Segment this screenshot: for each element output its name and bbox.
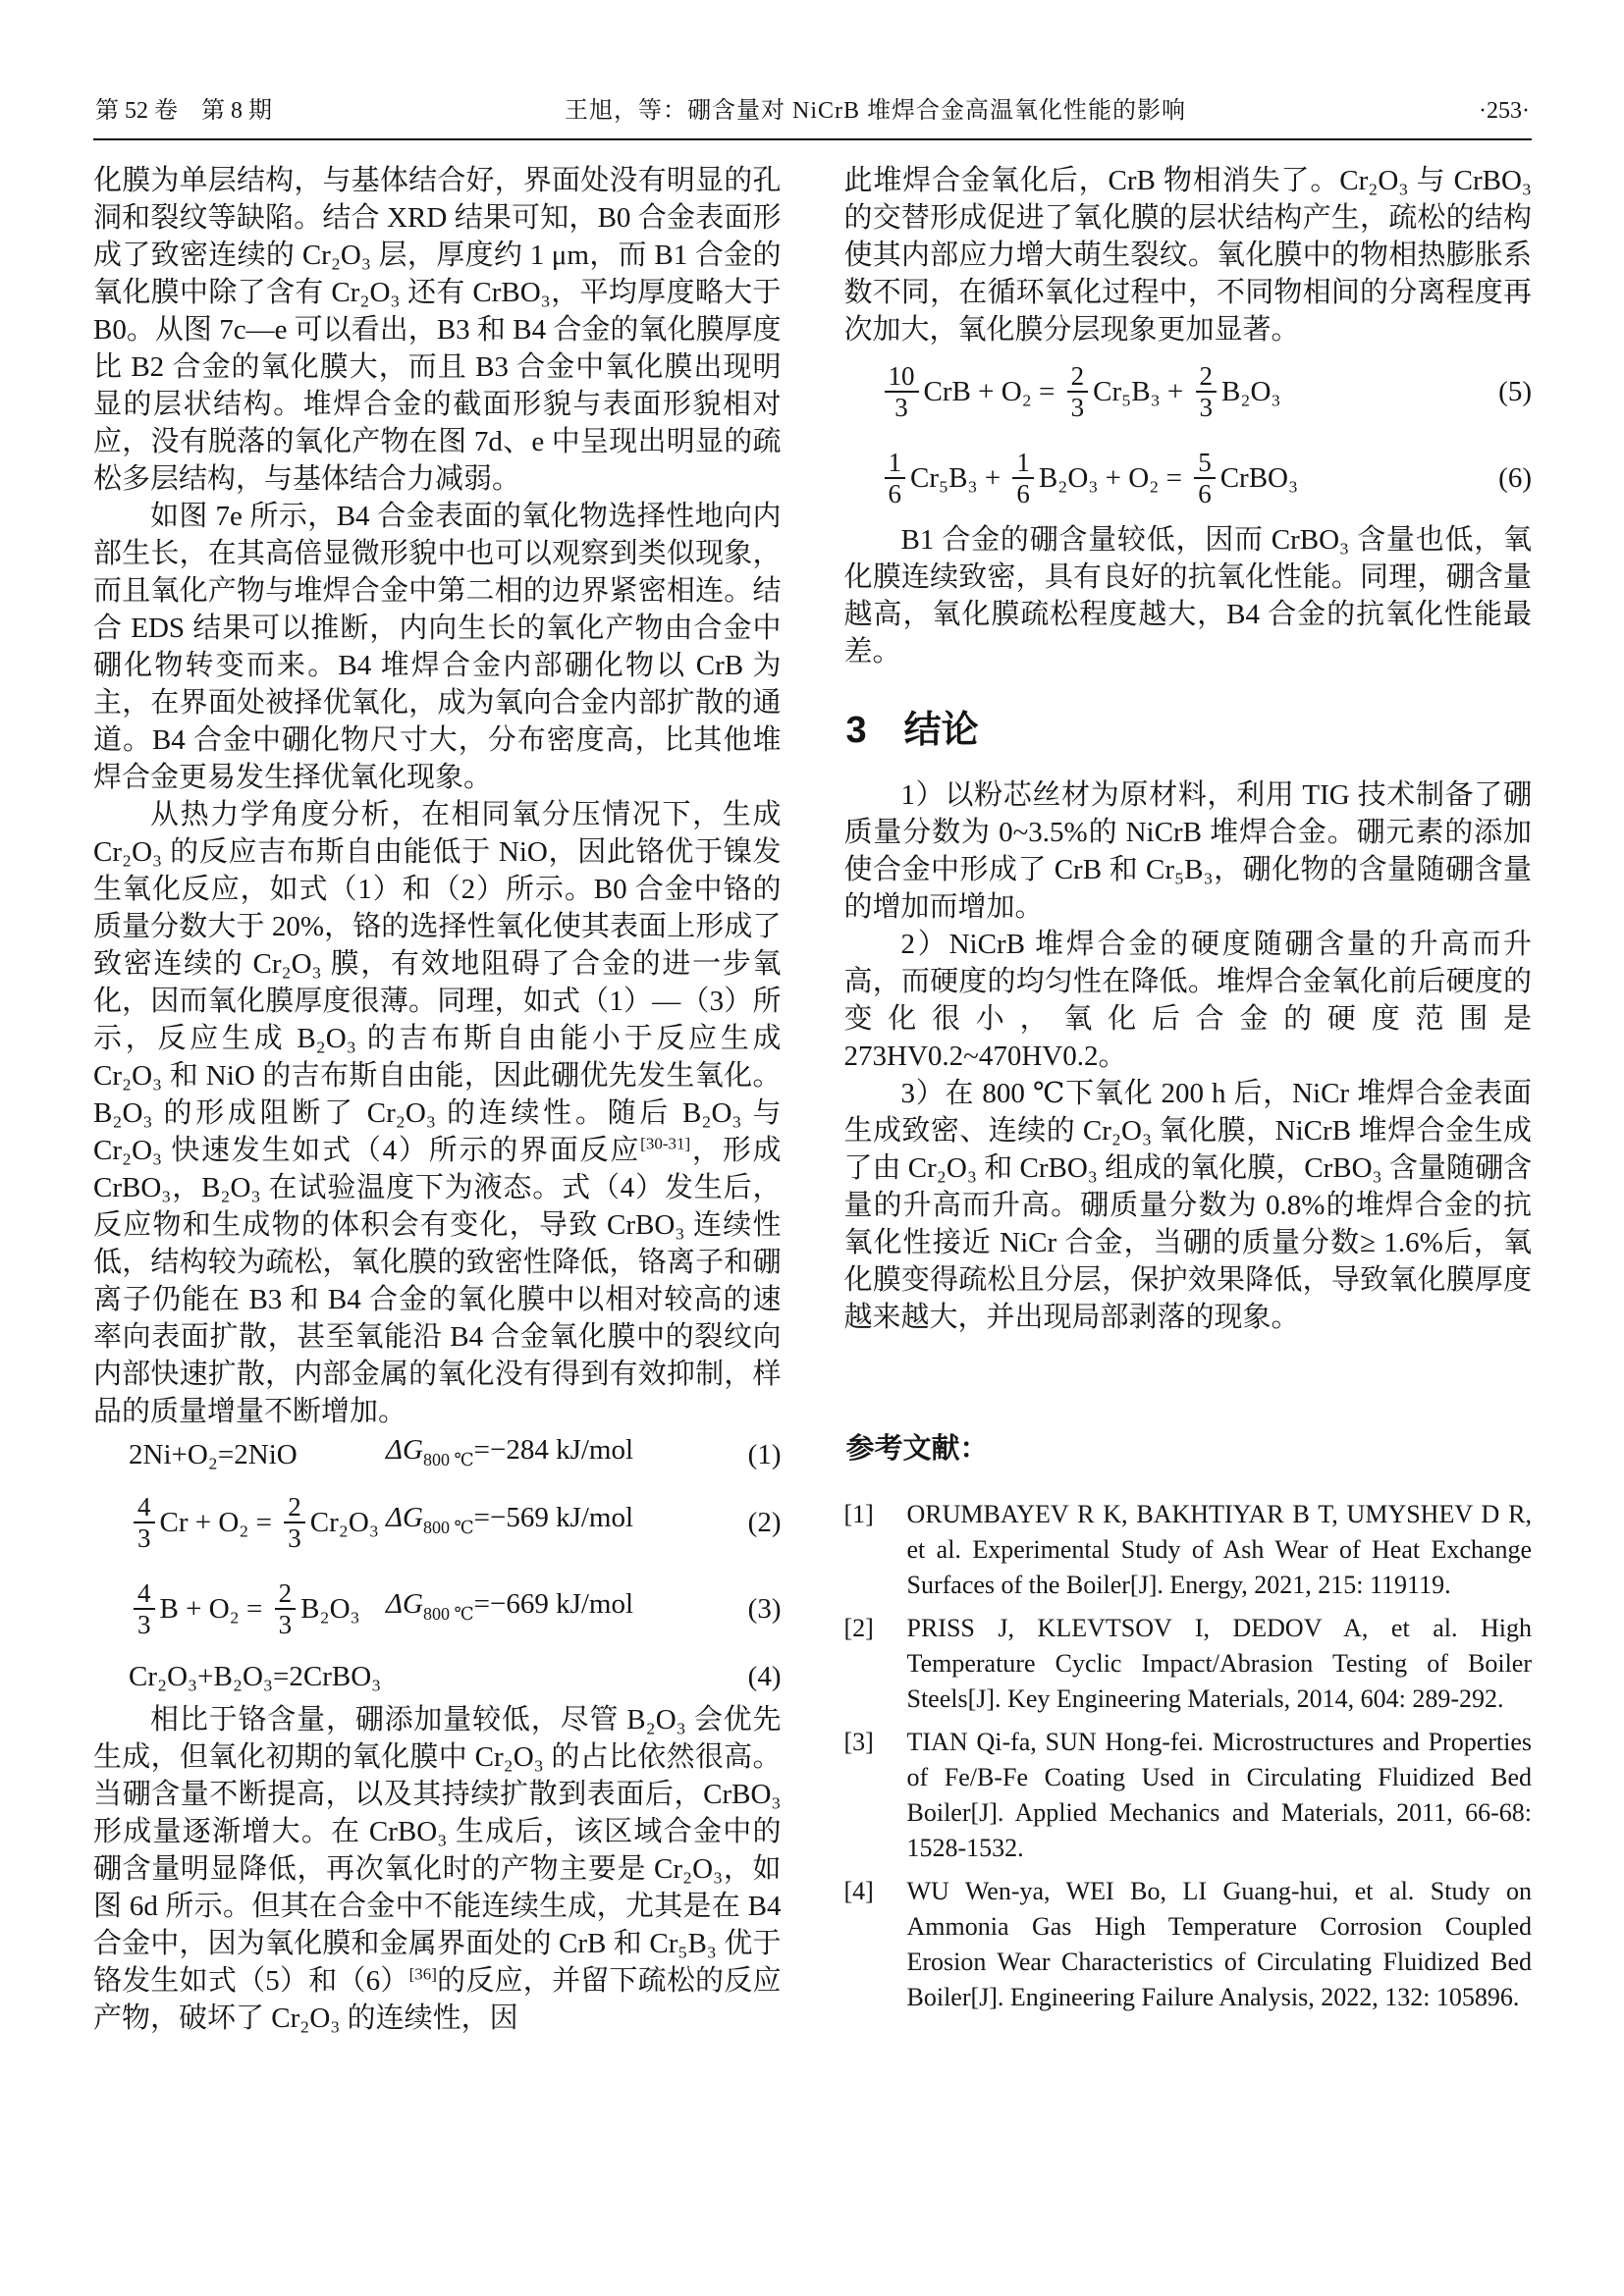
fraction xyxy=(885,361,919,422)
section-heading-conclusion: 3 结论 xyxy=(845,710,979,751)
delta-g-symbol: ΔG xyxy=(386,1588,423,1621)
formula-text: Cr₂O₃ xyxy=(309,1507,379,1538)
fraction-numerator: 1 xyxy=(1012,448,1034,479)
fraction-numerator: 2 xyxy=(275,1578,297,1610)
fraction-denominator: 3 xyxy=(1199,393,1214,422)
equation-formula xyxy=(880,448,1299,508)
page-number: ·253· xyxy=(1479,98,1530,124)
equation-formula xyxy=(129,1492,379,1553)
right-column xyxy=(844,162,1533,2037)
page-header xyxy=(93,90,1532,140)
fraction-denominator: 3 xyxy=(1070,393,1085,422)
equation-1 xyxy=(93,1430,782,1479)
formula-text: B₂O₃ xyxy=(300,1593,360,1625)
reference-text: PRISS J, KLEVTSOV I, DEDOV A, et al. High Temperature Cyclic Impact/Abrasion Testing of Boiler Steels[J]. Key Engineering Materials, 2014, 604: 289-292. xyxy=(906,1614,1532,1713)
reference-item xyxy=(844,1725,1533,1866)
paragraph-thermodynamics xyxy=(93,796,782,1430)
paragraph-oxide-film-structure xyxy=(93,162,782,498)
paragraph-text: B1 合金的硼含量较低，因而 CrBO₃ 含量也低，氧化膜连续致密，具有良好的抗氧化性能。同理，硼含量越高，氧化膜疏松程度越大，B4 合金的抗氧化性能最差。 xyxy=(843,524,1532,667)
formula-text: B + O₂ = xyxy=(159,1593,270,1625)
reference-item xyxy=(844,1497,1533,1603)
fraction xyxy=(134,1578,155,1639)
conclusion-item-2 xyxy=(844,926,1533,1075)
paragraph-text: 如图 7e 所示，B4 合金表面的氧化物选择性地向内部生长，在其高倍显微形貌中也可以观察到类似现象，而且氧化产物与堆焊合金中第二相的边界紧密相连。结合 EDS 结果可以推断，内向生长的氧化产物由合金中硼化物转变而来。B4 堆焊合金内部硼化物以 CrB 为主，在界面处被择优氧化，成为氧向合金内部扩散的通道。B4 合金中硼化物尺寸大，分布密度高，比其他堆焊合金更易发生择优氧化现象。 xyxy=(93,501,782,793)
paragraph-b1-antioxidation xyxy=(844,521,1533,670)
equation-number: (6) xyxy=(1498,462,1532,494)
left-column xyxy=(93,162,782,2037)
paragraph-text: 化膜为单层结构，与基体结合好，界面处没有明显的孔洞和裂纹等缺陷。结合 XRD 结果可知，B0 合金表面形成了致密连续的 Cr₂O₃ 层，厚度约 1 μm，而 B1 合金的氧化膜中除了含有 Cr₂O₃ 还有 CrBO₃，平均厚度略大于 B0。从图 7c—e 可以看出，B3 和 B4 合金的氧化膜厚度比 B2 合金的氧化膜大，而且 B3 合金中氧化膜出现明显的层状结构。堆焊合金的截面形貌与表面形貌相对应，没有脱落的氧化产物在图 7d、e 中呈现出明显的疏松多层结构，与基体结合力减弱。 xyxy=(93,165,782,495)
fraction-denominator: 3 xyxy=(894,393,908,422)
gibbs-free-energy xyxy=(386,1431,633,1478)
reference-text: WU Wen-ya, WEI Bo, LI Guang-hui, et al. Study on Ammonia Gas High Temperature Corrosion Coupled Erosion Wear Characteristics of Circulating Fluidized Bed Boiler[J]. Engineering Failure Analysis, 2022, 132: 105896. xyxy=(906,1877,1532,2011)
reference-text: TIAN Qi-fa, SUN Hong-fei. Microstructures and Properties of Fe/B-Fe Coating Used in Circulating Fluidized Bed Boiler[J]. Applied Mechanics and Materials, 2011, 66-68: 1528-1532. xyxy=(906,1728,1532,1862)
citation-superscript: [30-31] xyxy=(640,1134,691,1153)
equation-2 xyxy=(93,1479,782,1566)
delta-g-symbol: ΔG xyxy=(386,1434,423,1467)
fraction-denominator: 6 xyxy=(888,479,901,508)
formula-text: CrB + O₂ = xyxy=(923,376,1062,407)
citation-superscript: [36] xyxy=(408,1964,437,1984)
fraction-numerator: 2 xyxy=(284,1492,305,1523)
fraction-denominator: 3 xyxy=(288,1523,301,1553)
formula-text: Cr₅B₃ + xyxy=(910,462,1008,494)
equation-number: (5) xyxy=(1498,376,1532,407)
reference-label: [4] xyxy=(843,1877,874,1905)
delta-g-symbol: ΔG xyxy=(386,1502,423,1534)
equation-number: (2) xyxy=(747,1507,782,1538)
delta-g-subscript: 800 ℃ xyxy=(422,1449,474,1469)
conclusion-item-3 xyxy=(844,1075,1533,1336)
running-title: 王旭，等：硼含量对 NiCrB 堆焊合金高温氧化性能的影响 xyxy=(565,98,1187,124)
equation-3 xyxy=(93,1566,782,1652)
formula-text: CrBO₃ xyxy=(1219,462,1299,494)
delta-g-value: =−669 kJ/mol xyxy=(473,1588,634,1621)
fraction-numerator: 2 xyxy=(1067,361,1089,393)
fraction xyxy=(1067,361,1089,422)
fraction xyxy=(885,448,906,508)
fraction xyxy=(275,1578,297,1639)
equation-number: (3) xyxy=(747,1593,782,1625)
delta-g-subscript: 800 ℃ xyxy=(422,1603,474,1624)
formula-text: B₂O₃ + O₂ = xyxy=(1038,462,1190,494)
reference-item xyxy=(844,1874,1533,2015)
paragraph-text: 的反应，并留下疏松的反应产物，破坏了 Cr₂O₃ 的连续性，因 xyxy=(93,1965,782,2034)
two-column-body xyxy=(93,162,1532,2037)
gibbs-free-energy xyxy=(386,1585,633,1632)
equation-formula: 2Ni+O₂=2NiO xyxy=(129,1439,298,1470)
fraction-numerator: 1 xyxy=(885,448,906,479)
paragraph-text: 3）在 800 ℃下氧化 200 h 后，NiCr 堆焊合金表面生成致密、连续的 Cr₂O₃ 氧化膜，NiCrB 堆焊合金生成了由 Cr₂O₃ 和 CrBO₃ 组成的氧化膜，CrBO₃ 含量随硼含量的升高而升高。硼质量分数为 0.8%的堆焊合金的抗氧化性接近 NiCr 合金，当硼的质量分数≥ 1.6%后，氧化膜变得疏松且分层，保护效果降低，导致氧化膜厚度越来越大，并出现局部剥落的现象。 xyxy=(843,1078,1532,1333)
fraction-numerator: 2 xyxy=(1196,361,1218,393)
equation-6 xyxy=(844,435,1533,521)
paragraph-boron-vs-chromium xyxy=(93,1701,782,2037)
formula-text: Cr + O₂ = xyxy=(159,1507,280,1538)
equation-number: (1) xyxy=(747,1439,782,1470)
fraction-denominator: 3 xyxy=(137,1610,151,1639)
equation-formula xyxy=(880,361,1281,422)
paragraph-text: 1）以粉芯丝材为原材料，利用 TIG 技术制备了硼质量分数为 0~3.5%的 NiCrB 堆焊合金。硼元素的添加使合金中形成了 CrB 和 Cr₅B₃，硼化物的含量随硼含量的增加而增加。 xyxy=(843,779,1532,923)
equation-4 xyxy=(93,1652,782,1701)
formula-text: B₂O₃ xyxy=(1221,376,1281,407)
fraction xyxy=(284,1492,305,1553)
conclusion-item-1 xyxy=(844,776,1533,926)
equation-formula xyxy=(129,1578,360,1639)
equation-formula: Cr₂O₃+B₂O₃=2CrBO₃ xyxy=(129,1661,382,1692)
fraction-numerator: 4 xyxy=(134,1578,155,1610)
paragraph-text: 从热力学角度分析，在相同氧分压情况下，生成 Cr₂O₃ 的反应吉布斯自由能低于 NiO，因此铬优于镍发生氧化反应，如式（1）和（2）所示。B0 合金中铬的质量分数大于 20%，铬的选择性氧化使其表面上形成了致密连续的 Cr₂O₃ 膜，有效地阻碍了合金的进一步氧化，因而氧化膜厚度很薄。同理，如式（1）—（3）所示，反应生成 B₂O₃ 的吉布斯自由能小于反应生成 Cr₂O₃ 和 NiO 的吉布斯自由能，因此硼优先发生氧化。B₂O₃ 的形成阻断了 Cr₂O₃ 的连续性。随后 B₂O₃ 与 Cr₂O₃ 快速发生如式（4）所示的界面反应 xyxy=(93,799,782,1166)
fraction-denominator: 6 xyxy=(1016,479,1030,508)
reference-text: ORUMBAYEV R K, BAKHTIYAR B T, UMYSHEV D R, et al. Experimental Study of Ash Wear of Heat Exchange Surfaces of the Boiler[J]. Energy, 2021, 215: 119119. xyxy=(906,1500,1532,1599)
paragraph-crb-phase-disappear xyxy=(844,162,1533,348)
gibbs-free-energy xyxy=(386,1499,633,1546)
fraction xyxy=(134,1492,155,1553)
reference-label: [2] xyxy=(843,1614,874,1642)
fraction-numerator: 10 xyxy=(885,361,919,393)
delta-g-subscript: 800 ℃ xyxy=(422,1517,474,1537)
reference-label: [1] xyxy=(843,1500,874,1528)
references-heading: 参考文献： xyxy=(845,1433,989,1465)
reference-item xyxy=(844,1611,1533,1717)
fraction-numerator: 4 xyxy=(134,1492,155,1523)
paragraph-text: ，形成 CrBO₃，B₂O₃ 在试验温度下为液态。式（4）发生后，反应物和生成物的体积会有变化，导致 CrBO₃ 连续性低，结构较为疏松，氧化膜的致密性降低，铬离子和硼离子仍能在 B3 和 B4 合金的氧化膜中以相对较高的速率向表面扩散，甚至氧能沿 B4 合金氧化膜中的裂纹向内部快速扩散，内部金属的氧化没有得到有效抑制，样品的质量增量不断增加。 xyxy=(93,1135,782,1427)
journal-issue: 第 52 卷 第 8 期 xyxy=(95,98,272,124)
paragraph-b4-inward-growth xyxy=(93,498,782,796)
fraction xyxy=(1194,448,1216,508)
equation-number: (4) xyxy=(747,1661,782,1692)
fraction-denominator: 3 xyxy=(137,1523,151,1553)
fraction xyxy=(1012,448,1034,508)
fraction-numerator: 5 xyxy=(1194,448,1216,479)
delta-g-value: =−284 kJ/mol xyxy=(473,1434,634,1467)
paragraph-text: 此堆焊合金氧化后，CrB 物相消失了。Cr₂O₃ 与 CrBO₃ 的交替形成促进了氧化膜的层状结构产生，疏松的结构使其内部应力增大萌生裂纹。氧化膜中的物相热膨胀系数不同，在循环氧化过程中，不同物相间的分离程度再次加大，氧化膜分层现象更加显著。 xyxy=(843,165,1532,346)
delta-g-value: =−569 kJ/mol xyxy=(473,1502,634,1534)
equation-5 xyxy=(844,348,1533,435)
fraction-denominator: 6 xyxy=(1198,479,1212,508)
paragraph-text: 相比于铬含量，硼添加量较低，尽管 B₂O₃ 会优先生成，但氧化初期的氧化膜中 Cr₂O₃ 的占比依然很高。当硼含量不断提高，以及其持续扩散到表面后，CrBO₃ 形成量逐渐增大。在 CrBO₃ 生成后，该区域合金中的硼含量明显降低，再次氧化时的产物主要是 Cr₂O₃，如图 6d 所示。但其在合金中不能连续生成，尤其是在 B4 合金中，因为氧化膜和金属界面处的 CrB 和 Cr₅B₃ 优于铬发生如式（5）和（6） xyxy=(93,1704,782,1997)
fraction-denominator: 3 xyxy=(278,1610,293,1639)
reference-label: [3] xyxy=(843,1728,874,1756)
formula-text: Cr₅B₃ + xyxy=(1093,376,1191,407)
fraction xyxy=(1196,361,1218,422)
paragraph-text: 2）NiCrB 堆焊合金的硬度随硼含量的升高而升高，而硬度的均匀性在降低。堆焊合金氧化前后硬度的变化很小，氧化后合金的硬度范围是 273HV0.2~470HV0.2。 xyxy=(843,929,1532,1072)
